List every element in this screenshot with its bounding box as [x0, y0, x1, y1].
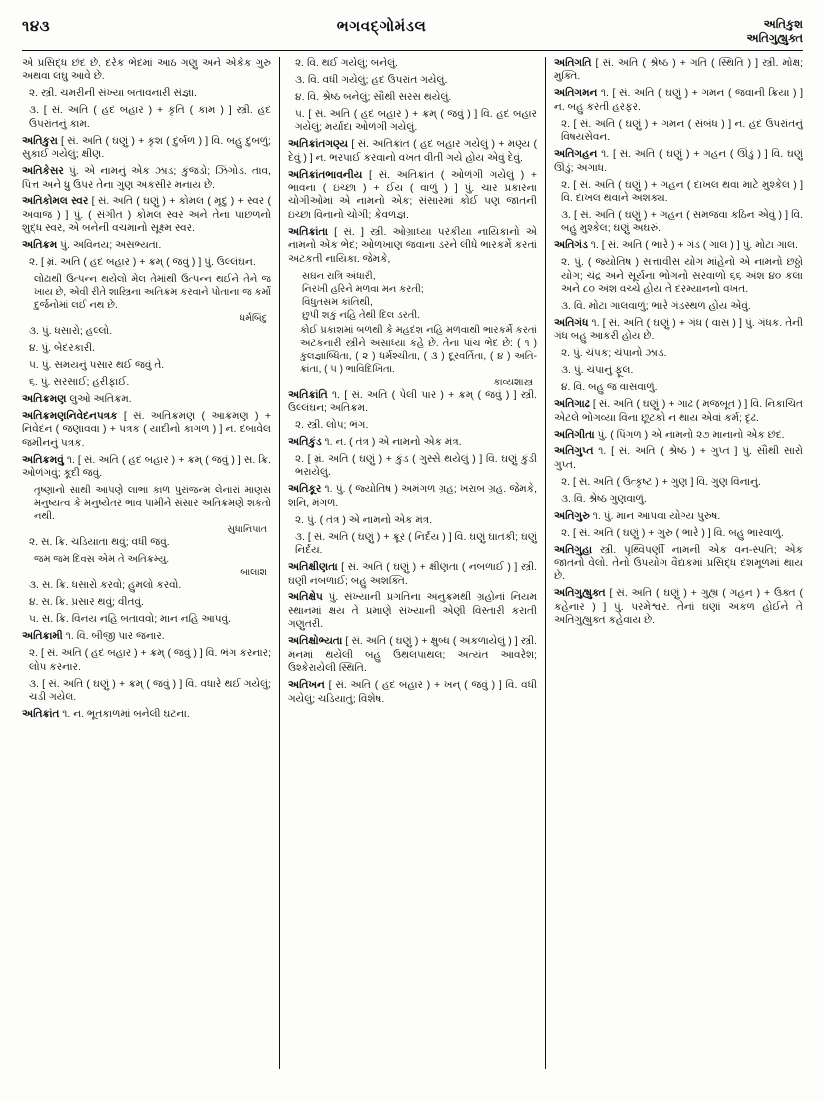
entry-definition: પું. એ નામનું એક ઝાડ; કુંજડો; ઝિંગોડ. તાવ, પિત્ત અને ધ્રુ ઉપર તેના ગુણ અકસીર મનાય છે.: [22, 165, 271, 191]
verse-block: [302, 270, 537, 322]
entry-sense: ૩. પું. ધસારો; હલ્લો.: [29, 325, 113, 338]
entry-sense: ૨. પું. ચંપક; ચંપાનો ઝાડ.: [561, 347, 667, 360]
dictionary-entry: [554, 587, 803, 627]
dictionary-entry: [288, 138, 537, 165]
entry-headword: અતિક્રાંતગણ્ય: [288, 138, 348, 151]
entry-definition: [ સં. ] સ્ત્રી. ઓગ્રાધ્યા પરકીયા નાયિકાનો એ નામનો એક ભેદ; ઓળખાણ જવાના ડરને લીધે ભારકર્મે કરતાં અટકતી નાયિકા. જેમકે,: [288, 225, 537, 265]
page-header: [22, 18, 803, 48]
entry-definition: ૧. ન. ( તંત્ર ) એ નામનો એક મંત્ર.: [321, 436, 462, 449]
entry-headword: અતિગંડ: [554, 239, 588, 252]
entry-definition: [ સં. અતિક્રમણ ( આક્રમણ ) + નિવેદન ( જણાવવા ) + પત્રક ( યાદીનો કાગળ ) ] ન. દબાવેલ જમીનનું પત્રક.: [22, 409, 271, 449]
entry-headword: અતિક્રાંતા: [288, 225, 328, 238]
dictionary-entry: [288, 483, 537, 510]
guide-word-first: અતિકુશ: [763, 19, 803, 31]
column-3: [545, 57, 803, 1069]
dictionary-entry: [288, 436, 537, 449]
dictionary-entry: [554, 510, 803, 523]
dictionary-entry: [554, 57, 803, 84]
entry-headword: અતિક્રાંતિ: [288, 388, 328, 401]
entry-sense: ૨. સ્ત્રી. ચમરીની સંખ્યા બતાવનારી સંજ્ઞા.: [29, 87, 197, 100]
dictionary-entry: [288, 561, 537, 588]
entry-sense: ૪. વિ. બહુ જ વાસવાળું.: [561, 381, 658, 394]
entry-headword: અતિક્રમ: [22, 239, 58, 252]
entry-definition: [ સં. અતિ ( ઘણું ) + કૃશ ( દુર્બળ ) ] વિ. બહુ દુબળું; સુકાઈ ગયેલું; ક્ષીણ.: [22, 134, 271, 161]
entry-definition: પું. અવિનય; અસભ્યતા.: [57, 239, 162, 252]
guide-words: [713, 18, 803, 47]
entry-sense: ૩. [ સં. અતિ ( હદ બહાર ) + કૃતિ ( કામ ) ] સ્ત્રી. હદ ઉપરાંતનું કામ.: [29, 104, 271, 130]
entry-headword: અતિગુરુ: [554, 509, 590, 522]
source-attribution: કાવ્યશાસ્ત્ર: [493, 376, 533, 388]
entry-sense: ૨. [ સં. અતિ ( ઘણું ) + ગહન ( દાખલ થવા માટે મુશ્કેલ ) ] વિ. દાખલ થવાને અશક્ય.: [561, 178, 803, 204]
source-attribution: સુધાનિપાત: [227, 524, 267, 536]
entry-sense: ૨. [ મ્રં. અતિ ( ઘણું ) + કુંડ ( ગુસ્સે થયેલું ) ] વિ. ઘણું કુંડી ભરાયેલું.: [295, 453, 537, 479]
entry-note: કોઈ પ્રકાશમાં બળથી કે મહદંશ નહિ મળવાથી ભારકર્મે કરતાં અટકનારી સ્ત્રીને અસાધ્યા કહે છે. તેના પાંચ ભેદ છે: ( ૧ ) કુલજ્ઞાબ્ધિતા, ( ૨ ) ધર્મશ્ચીતા, ( ૩ ) દૂરવર્તિતા, ( ૪ ) અતિ-ક્રાંતા, ( ૫ ) ભાવિદિખિતા.: [300, 324, 537, 375]
dictionary-entry: [554, 87, 803, 114]
entry-definition: ૧. [ સં. અતિ ( ઘણું ) + ગહન ( ઊંડું ) ] વિ. ઘણું ઊંડું; અગાધ.: [554, 148, 803, 174]
entry-definition: પું. સંખ્યાની પ્રગતિના અનુક્રમથી ગ્રહોનાં નિયમ સ્થાનમાં ક્ષય તે પ્રમાણે સંખ્યાની એણી વિસ્તારી કરાતી ગણુતરી.: [288, 591, 537, 631]
dictionary-entry: [22, 393, 271, 406]
entry-sense: ૫. [ સં. અતિ ( હદ બહાર ) + ક્રમ્ ( જવું ) ] વિ. હદ બહાર ગયેલું; મર્યાદા ઓળંગી ગયેલું.: [295, 107, 537, 134]
dictionary-entry: [554, 398, 803, 425]
guide-word-last: અતિગુહ્યુક્ત: [746, 33, 803, 46]
entry-headword: અતિગમન: [554, 87, 598, 100]
entry-definition: ૧. [ સં. અતિ ( શ્રેષ્ઠ ) + ગુપ્ત ] પું. સૌથી સારો ગુપ્ત.: [554, 445, 803, 471]
entry-headword: અતિગંધ: [554, 316, 589, 329]
verse-line: સઘન રાત્રિ અંધારી,: [302, 270, 376, 282]
entry-definition: ૧. વિ. બીજી પાર જનાર.: [62, 630, 165, 643]
column-1: [22, 57, 279, 1069]
dictionary-entry: [554, 445, 803, 472]
folio-number: ૧૪૩: [22, 18, 51, 35]
entry-definition: ૧. [ સં. અતિ ( પેલી પાર ) + ક્રમ્ ( જવું ) ] સ્ત્રી. ઉલ્લંઘન; અતિક્રમ.: [288, 388, 537, 415]
entry-headword: અતિક્રમણનિવેદનપત્રક: [22, 409, 118, 422]
entry-definition: ૧. પું. ( જ્યોતિષ ) અમંગળ ગ્રહ; ખરાબ ગ્રહ. જેમકે, શનિ, મંગળ.: [288, 483, 537, 509]
entry-headword: અતિગાઢ: [554, 398, 590, 411]
entry-headword: અતિગુપ્ત: [554, 445, 594, 458]
dictionary-entry: [554, 544, 803, 584]
entry-headword: અતિક્રામી: [22, 630, 63, 643]
dictionary-entry: [22, 410, 271, 450]
dictionary-entry: [22, 708, 271, 721]
entry-headword: અતિગતિ: [554, 57, 592, 69]
entry-quotation: જમ જમ દિવસ એમ તે અતિક્રમ્યુ.: [34, 554, 170, 566]
entry-sense: ૩. સ. ક્રિ. ધસારો કરવો; હુમલો કરવો.: [29, 579, 182, 592]
dictionary-entry: [22, 165, 271, 192]
entry-definition: [ સં. અતિક્રાંત ( હદ બહાર ગયેલું ) + મણ્ય ( દેવું ) ] ન. ભરપાઈ કરવાનો વખત વીતી ગયે હોય એવું દેવું.: [288, 138, 537, 164]
entry-sense: ૩. [ સં. અતિ ( ઘણું ) + ક્રમ્ ( જવું ) ] વિ. વધારે થઈ ગયેલું; ચડી ગયેલ.: [29, 677, 271, 703]
dictionary-entry: [22, 195, 271, 235]
entry-headword: અતિખન: [288, 679, 325, 692]
entry-headword: અતિગહન: [554, 148, 598, 161]
source-attribution: ધર્મબિંદુ: [239, 313, 267, 325]
entry-definition: ૧. [ સં. અતિ ( હદ બહાર ) + ક્રમ્ ( જવું ) ] સ. ક્રિ. ઓળંગવું; કૂદી જવું.: [22, 453, 271, 480]
entry-sense: ૨. સ્ત્રી. લોપ; ભંગ.: [295, 419, 369, 432]
entry-sense: ૩. વિ. શ્રેષ્ઠ ગુણવાળું.: [561, 492, 647, 505]
entry-definition: [ સં. અતિ ( ઘણું ) + ગાઢ ( મજબૂત ) ] વિ. નિકાચિત એટલે ભોગવ્યા વિના છૂટકો ન થાય એવાં કર્મ; દૃઢ.: [554, 398, 803, 424]
dictionary-entry: [554, 317, 803, 344]
entry-headword: અતિક્રમણ: [22, 393, 67, 406]
entry-definition: [ સં. અતિ ( ઘણું ) + કોમલ ( મૃદુ ) + સ્વર ( અવાજ ) ] પું. ( સંગીત ) કોમલ સ્વર અને તેના પાછળનો શુદ્ધ સ્વર, એ બનેની વચમાનો સૂક્ષ્મ સ્વર.: [22, 195, 271, 235]
entry-sense: ૨. સ. ક્રિ. ચડિયાતા થવું; વધી જવું.: [29, 536, 170, 549]
entry-headword: અતિકુરા: [22, 134, 58, 147]
entry-definition: સ્ત્રી. પૃથ્વિપર્ણી નામની એક વન-સ્પતિ; એક જાતનો વેલો. તેનો ઉપયોગ વૈદ્યકમાં પ્રસિદ્ધ દશમૂળમાં થાય છે.: [554, 543, 803, 583]
entry-sense: ૪. પું. બેદરકારી.: [29, 342, 96, 355]
entry-definition: લુઓ અતિક્રમ.: [66, 393, 132, 406]
entry-headword: અતિકૂર: [288, 483, 322, 496]
entry-sense: ૩. વિ. વધી ગયેલું; હદ ઉપરાંત ગયેલું.: [295, 73, 448, 86]
entry-headword: અતિક્ષીણતા: [288, 561, 338, 574]
columns-container: [22, 57, 803, 1069]
entry-definition: પું. ( પિંગળ ) એ નામનો ૨૭ માનાનો એક છંદ.: [594, 428, 785, 441]
entry-headword: અતિક્રાંતભાવનીય: [288, 168, 363, 181]
entry-sense: ૪. વિ. શ્રેષ્ઠ બનેલું; સૌથી સરસ થયેલું.: [295, 90, 452, 103]
entry-headword: અતિગુહા: [554, 543, 593, 556]
entry-headword: અતિકુંડ: [288, 436, 322, 449]
entry-definition: [ સં. અતિક્રાંત ( ઓળંગી ગયેલું ) + ભાવના ( ઇચ્છા ) + ઈય ( વાળું ) ] પું. ચાર પ્રકારના ચોગીઓમાં એ નામનો એક; સંસારમાં કોઈ પણ જાતની ઇચ્છા વિનાનો ચોગી; કેવળજ્ઞ.: [288, 168, 537, 221]
entry-sense: ૫. પું. સમયનું પસાર થઈ જવું તે.: [29, 359, 165, 372]
entry-definition: [ સં. અતિ ( ઘણું ) + ક્ષીણતા ( નબળાઈ ) ] સ્ત્રી. ઘણી નબળાઈ; બહુ અશક્તિ.: [288, 561, 537, 587]
running-title: ભગવદ્ગોમંડલ: [336, 18, 427, 35]
entry-sense: ૨. [ મ્રં. અતિ ( હદ બહાર ) + ક્રમ્ ( જવું ) ] પું. ઉલ્લંઘન.: [29, 256, 256, 269]
entry-sense: ૩. પું. ચંપાનું ફૂલ.: [561, 364, 634, 377]
entry-sense: ૫. સ. ક્રિ. વિનય નહિ બતાવવો; માન નહિ આપવું.: [29, 613, 231, 626]
entry-sense: ૨. વિ. થઈ ગયેલું; બનેલું.: [295, 57, 398, 69]
dictionary-entry: [22, 454, 271, 481]
entry-definition: [ સં. અતિ ( ઘણું ) + ક્ષુબ્ધ ( અકળાયેલું ) ] સ્ત્રી. મનમાં થયેલી બહુ ઉથલપાથલ; અત્યંત આવરેશ; ઉશ્કેરાયેલી સ્થિતિ.: [288, 635, 537, 675]
verse-line: નિરખી હરિને મળવા મન કરતી;: [302, 283, 424, 295]
entry-definition: ૧. [ સં. અતિ ( ઘણું ) + ગંધ ( વાસ ) ] પું. ગંધક. તેની ગંધ બહુ આકરી હોય છે.: [554, 316, 803, 343]
entry-definition: ૧. ન. ભૂતકાળમાં બનેલી ઘટના.: [59, 707, 190, 720]
entry-sense: ૩. વિ. મોટા ગાલવાળું; ભારે ગંડસ્થળ હોય એવું.: [561, 300, 751, 312]
column-2: [279, 57, 545, 1069]
source-attribution: બાલાશ: [240, 567, 267, 579]
entry-definition: ૧. [ સં. અતિ ( ભારે ) + ગંડ ( ગાલ ) ] પું. મોટા ગાલ.: [587, 239, 798, 252]
entry-headword: અતિક્રાંત: [22, 707, 60, 720]
dictionary-entry: [288, 226, 537, 266]
entry-headword: અતિક્રમવું: [22, 453, 64, 466]
dictionary-entry: [288, 679, 537, 706]
dictionary-entry: [554, 429, 803, 442]
dictionary-entry: [288, 169, 537, 223]
dictionary-entry: [22, 630, 271, 643]
entry-definition: [ સં. અતિ ( હદ બહાર ) + ખન્ ( જવું ) ] વિ. વધી ગયેલું; ચડિયાતું; વિશેષ.: [288, 679, 537, 705]
entry-note: તૃષ્ણાનો સાથી આપણે લાભા કાળ પુરાંજન્મ લેનારાં માણસ મનુષ્યત્વ કે મનુષ્યેતર ભાવ પામીને સંસાર અતિક્રમણે શકતો નથી.: [34, 485, 271, 523]
entry-headword: અતિગુહ્યુક્ત: [554, 587, 606, 600]
verse-line: વિધુતસમ કાંતિથી,: [302, 296, 373, 308]
entry-headword: અતિક્ષેપ: [288, 591, 323, 604]
dictionary-entry: [288, 635, 537, 675]
verse-line: છુપી શકું નહિ તેથી દિલ ડરતી.: [302, 309, 421, 321]
continued-text: એ પ્રસિદ્ધ છંદ છે. દરેક ભેદમાં આઠ ગણુ અને એકેક ગુરુ અથવા લઘુ આવે છે.: [22, 57, 271, 83]
entry-sense: ૨. પું. ( જ્યોતિષ ) સત્તાવીસ યોગ માંહેનો એ નામનો છઠ્ઠો યોગ; ચંદ્ર અને સૂર્યના ભોગનો સરવાળો ૬૬ અંશ ૪૦ કલા અને ૮૦ અંશ વચ્ચે હોય તે દરમ્યાનનો વખત.: [561, 256, 803, 296]
entry-note: લોઢાથી ઉત્પન્ન થયેલો મેલ તેમાંથી ઉત્પન્ન થઈને તેને જ ખાય છે, એવી રીતે શાસ્ત્રિના અતિક્રમ કરવાને પોતાના જ કર્મો દુર્જનોમાં લઈ નથ છે.: [34, 274, 271, 312]
entry-sense: ૨. [ સં. અતિ ( ઘણું ) + ગમન ( સંબંધ ) ] ન. હદ ઉપરાંતનું વિષયસેવન.: [561, 117, 803, 144]
entry-sense: ૪. સ. ક્રિ. પ્રસાર થવું; વીતવું.: [29, 596, 144, 609]
entry-definition: ૧. [ સં. અતિ ( ઘણું ) + ગમન ( જવાની ક્રિયા ) ] ન. બહુ કરતી હરફર.: [554, 87, 803, 113]
entry-sense: ૩. [ સં. અતિ ( ઘણું ) + ક્રૂર ( નિર્દય ) ] વિ. ઘણું ઘાતકી; ઘણું નિર્દય.: [295, 530, 537, 557]
dictionary-entry: [288, 591, 537, 631]
entry-headword: અતિગીતા: [554, 428, 595, 441]
entry-definition: [ સં. અતિ ( ઘણું ) + ગુહ્ય ( ગહન ) + ઉક્ત ( કહેનાર ) ] પું. પરમેશ્વર. તેનાં ઘણાં અકળ હોઈને તે અતિગુહ્યુક્ત કહેવાય છે.: [554, 587, 803, 627]
entry-sense: ૬. પું. સરસાઈ; હરીફાઈ.: [29, 376, 130, 389]
entry-definition: [ સં. અતિ ( શ્રેષ્ઠ ) + ગતિ ( સ્થિતિ ) ] સ્ત્રી. મોક્ષ; મુક્તિ.: [554, 57, 803, 83]
dictionary-entry: [554, 239, 803, 252]
dictionary-entry: [22, 135, 271, 162]
entry-sense: ૨. [ સં. અતિ ( ઘણું ) + ગુરુ ( ભારે ) ] વિ. બહુ ભારવાળું.: [561, 526, 784, 539]
entry-headword: અતિકેસર: [22, 165, 64, 178]
dictionary-entry: [288, 389, 537, 416]
entry-headword: અતિક્ષોભ્યતા: [288, 635, 343, 648]
entry-headword: અતિકોમલ સ્વર: [22, 195, 89, 208]
entry-sense: ૨. [ સં. અતિ ( ઉત્કૃષ્ટ ) + ગુણ ] વિ. ગુણ વિનાનું.: [561, 475, 761, 488]
header-rule: [22, 50, 803, 51]
dictionary-entry: [554, 148, 803, 175]
entry-definition: ૧. પું. માન આપવા યોગ્ય પુરુષ.: [589, 509, 721, 522]
entry-sense: ૨. [ સં. અતિ ( હદ બહાર ) + ક્રમ્ ( જવું ) ] વિ. ભંગ કરનાર; લોપ કરનાર.: [29, 647, 271, 673]
entry-sense: ૨. પું. ( તંત્ર ) એ નામનો એક મંત્ર.: [295, 513, 433, 526]
dictionary-entry: [22, 239, 271, 252]
entry-sense: ૩. [ સં. અતિ ( ઘણું ) + ગહન ( સમજવા કઠિન એવું ) ] વિ. બહુ મુશ્કેલ; ઘણું અઘરું.: [561, 208, 803, 235]
